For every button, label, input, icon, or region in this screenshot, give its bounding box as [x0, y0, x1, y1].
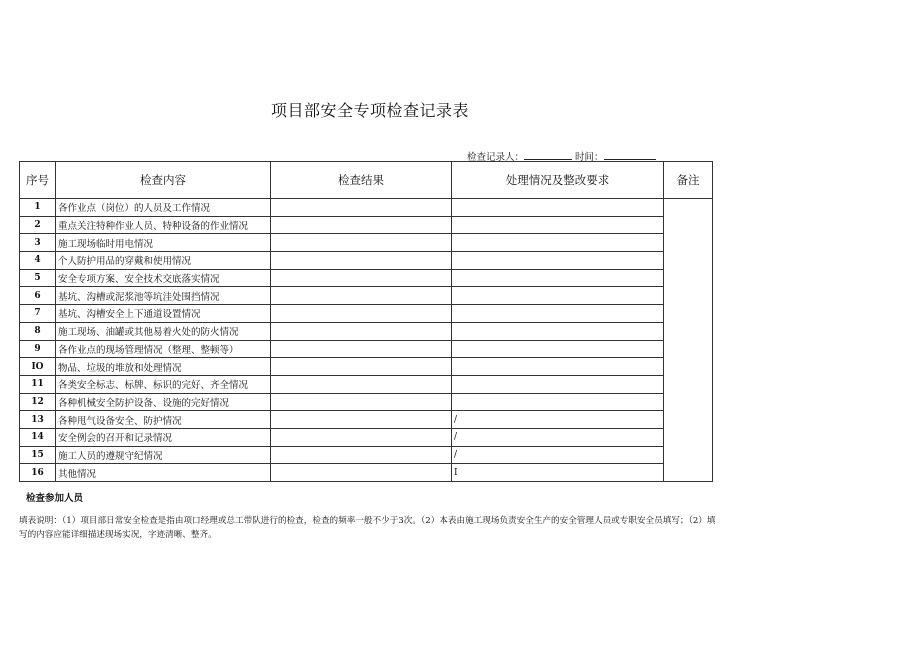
row-number: 7 — [20, 305, 56, 323]
table-row — [20, 375, 713, 393]
result-cell[interactable] — [271, 216, 452, 234]
table-row — [20, 411, 713, 429]
header-action: 处理情况及整改要求 — [452, 162, 664, 199]
row-content: 安全专项方案、安全技术交底落实情况 — [56, 269, 271, 287]
table-row — [20, 428, 713, 446]
row-number: 5 — [20, 269, 56, 287]
result-cell[interactable] — [271, 322, 452, 340]
row-number: 9 — [20, 340, 56, 358]
action-cell[interactable]: / — [452, 411, 664, 429]
result-cell[interactable] — [271, 428, 452, 446]
row-content: 各类安全标志、标牌、标识的完好、齐全情况 — [56, 375, 271, 393]
row-content: 基坑、沟槽或泥浆池等坑洼处围挡情况 — [56, 287, 271, 305]
row-number: 1 — [20, 199, 56, 217]
row-number: 2 — [20, 216, 56, 234]
row-content: 物品、垃圾的堆放和处理情况 — [56, 358, 271, 376]
action-cell[interactable] — [452, 269, 664, 287]
row-content: 各作业点的现场管理情况（整理、整顿等） — [56, 340, 271, 358]
row-content: 重点关注特种作业人员、特种设备的作业情况 — [56, 216, 271, 234]
result-cell[interactable] — [271, 446, 452, 464]
row-content: 施工现场临时用电情况 — [56, 234, 271, 252]
action-cell[interactable]: I — [452, 464, 664, 482]
page-title: 项目部安全专项检查记录表 — [270, 101, 469, 120]
result-cell[interactable] — [271, 287, 452, 305]
table-row — [20, 464, 713, 482]
table-row — [20, 322, 713, 340]
action-cell[interactable] — [452, 358, 664, 376]
table-row — [20, 340, 713, 358]
fill-instructions: 填表说明：（1）项目部日常安全检查是指由项口经理或总工带队进行的检查，检查的频率一般不少于3次。（2）本表由施工现场负责安全生产的安全管理人员或专职安全员填写；（2）填写的内容应能详细描述现场实况，字迹清晰、整齐。 — [19, 516, 716, 540]
row-content: 各作业点（岗位）的人员及工作情况 — [56, 199, 271, 217]
row-number: 13 — [20, 411, 56, 429]
action-cell[interactable]: / — [452, 428, 664, 446]
header-row — [20, 162, 713, 199]
row-content: 其他情况 — [56, 464, 271, 482]
row-content: 基坑、沟槽安全上下通道设置情况 — [56, 305, 271, 323]
row-number: 15 — [20, 446, 56, 464]
action-cell[interactable] — [452, 287, 664, 305]
action-cell[interactable] — [452, 234, 664, 252]
row-number: 12 — [20, 393, 56, 411]
result-cell[interactable] — [271, 358, 452, 376]
result-cell[interactable] — [271, 199, 452, 217]
result-cell[interactable] — [271, 464, 452, 482]
action-cell[interactable] — [452, 375, 664, 393]
result-cell[interactable] — [271, 269, 452, 287]
result-cell[interactable] — [271, 305, 452, 323]
row-number: 16 — [20, 464, 56, 482]
row-content: 个人防护用品的穿戴和使用情况 — [56, 252, 271, 270]
row-number: IO — [20, 358, 56, 376]
row-content: 各种甩气设备安全、防护情况 — [56, 411, 271, 429]
row-content: 安全例会的召开和记录情况 — [56, 428, 271, 446]
time-label: 时间： — [575, 152, 604, 163]
table-row — [20, 199, 713, 217]
action-cell[interactable] — [452, 216, 664, 234]
table-row — [20, 446, 713, 464]
result-cell[interactable] — [271, 340, 452, 358]
table-row — [20, 234, 713, 252]
table-row — [20, 358, 713, 376]
recorder-label: 检查记录人： — [467, 152, 525, 163]
row-number: 8 — [20, 322, 56, 340]
result-cell[interactable] — [271, 234, 452, 252]
inspection-table — [19, 161, 713, 482]
header-content: 检查内容 — [56, 162, 271, 199]
header-remark: 备注 — [664, 162, 713, 199]
participants-label: 检查参加人员 — [26, 493, 84, 504]
time-blank[interactable] — [604, 149, 656, 160]
table-row — [20, 393, 713, 411]
row-number: 3 — [20, 234, 56, 252]
row-content: 各种机械安全防护设备、设施的完好情况 — [56, 393, 271, 411]
action-cell[interactable]: / — [452, 446, 664, 464]
table-row — [20, 216, 713, 234]
table-row — [20, 252, 713, 270]
result-cell[interactable] — [271, 411, 452, 429]
row-number: 14 — [20, 428, 56, 446]
result-cell[interactable] — [271, 393, 452, 411]
table-row — [20, 287, 713, 305]
action-cell[interactable] — [452, 252, 664, 270]
table-row — [20, 305, 713, 323]
row-number: 11 — [20, 375, 56, 393]
table-body — [20, 199, 713, 482]
row-content: 施工人员的遵规守纪情况 — [56, 446, 271, 464]
header-seq: 序号 — [20, 162, 56, 199]
header-result: 检查结果 — [271, 162, 452, 199]
table-row — [20, 269, 713, 287]
action-cell[interactable] — [452, 340, 664, 358]
remark-cell[interactable] — [664, 199, 713, 482]
row-number: 4 — [20, 252, 56, 270]
row-content: 施工现场、油罐或其他易着火处的防火情况 — [56, 322, 271, 340]
result-cell[interactable] — [271, 252, 452, 270]
row-number: 6 — [20, 287, 56, 305]
action-cell[interactable] — [452, 322, 664, 340]
recorder-blank[interactable] — [524, 149, 572, 160]
action-cell[interactable] — [452, 393, 664, 411]
result-cell[interactable] — [271, 375, 452, 393]
action-cell[interactable] — [452, 199, 664, 217]
action-cell[interactable] — [452, 305, 664, 323]
